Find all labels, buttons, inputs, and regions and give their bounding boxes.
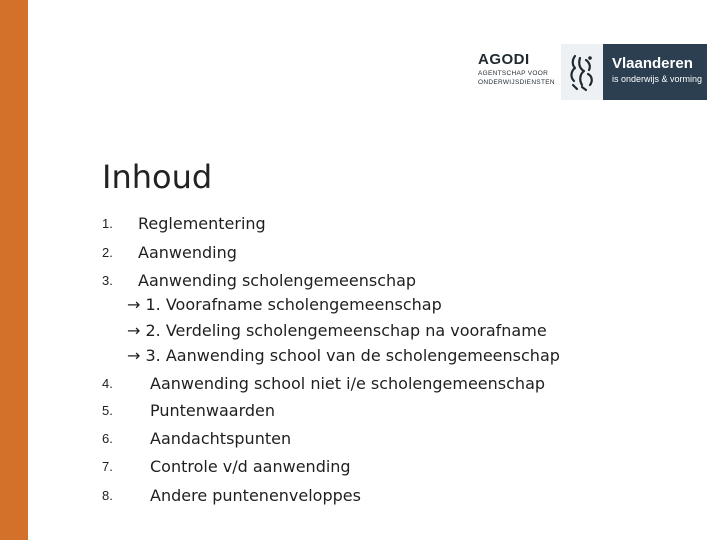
toc-item-number: 3. <box>102 273 113 288</box>
agodi-logo <box>478 52 560 88</box>
toc-item-label: Aanwending scholengemeenschap <box>138 271 417 290</box>
vlaanderen-text-panel <box>603 44 707 100</box>
toc-item-label: Controle v/d aanwending <box>150 457 351 476</box>
toc-item-number: 1. <box>102 216 113 231</box>
toc-item-number: 7. <box>102 459 113 474</box>
side-accent-bar <box>0 0 28 540</box>
toc-subitem-label: → 3. Aanwending school van de scholengemeenschap <box>127 346 560 365</box>
toc-item-number: 4. <box>102 376 113 391</box>
toc-subitem-label: → 2. Verdeling scholengemeenschap na voorafname <box>127 321 547 340</box>
toc-subitem-label: → 1. Voorafname scholengemeenschap <box>127 295 442 314</box>
agodi-logo-name: AGODI <box>478 51 530 68</box>
toc-item-number: 5. <box>102 403 113 418</box>
toc-item-label: Reglementering <box>138 214 266 233</box>
agodi-logo-subtitle-line1: AGENTSCHAP VOOR <box>478 70 549 77</box>
toc-item-number: 2. <box>102 245 113 260</box>
vlaanderen-logo <box>561 44 707 100</box>
lion-icon <box>561 44 603 100</box>
slide-title: Inhoud <box>102 158 213 196</box>
agodi-logo-subtitle-line2: ONDERWIJSDIENSTEN <box>478 79 555 86</box>
toc-item-label: Andere puntenenveloppes <box>150 486 361 505</box>
toc-item-number: 6. <box>102 431 113 446</box>
vlaanderen-logo-name: Vlaanderen <box>612 55 693 72</box>
toc-item-label: Aanwending <box>138 243 237 262</box>
toc-item-label: Aanwending school niet i/e scholengemeenschap <box>150 374 546 393</box>
vlaanderen-logo-tagline: is onderwijs & vorming <box>612 74 703 84</box>
toc-item-label: Aandachtspunten <box>150 429 292 448</box>
toc-item-number: 8. <box>102 488 113 503</box>
toc-item-label: Puntenwaarden <box>150 401 276 420</box>
